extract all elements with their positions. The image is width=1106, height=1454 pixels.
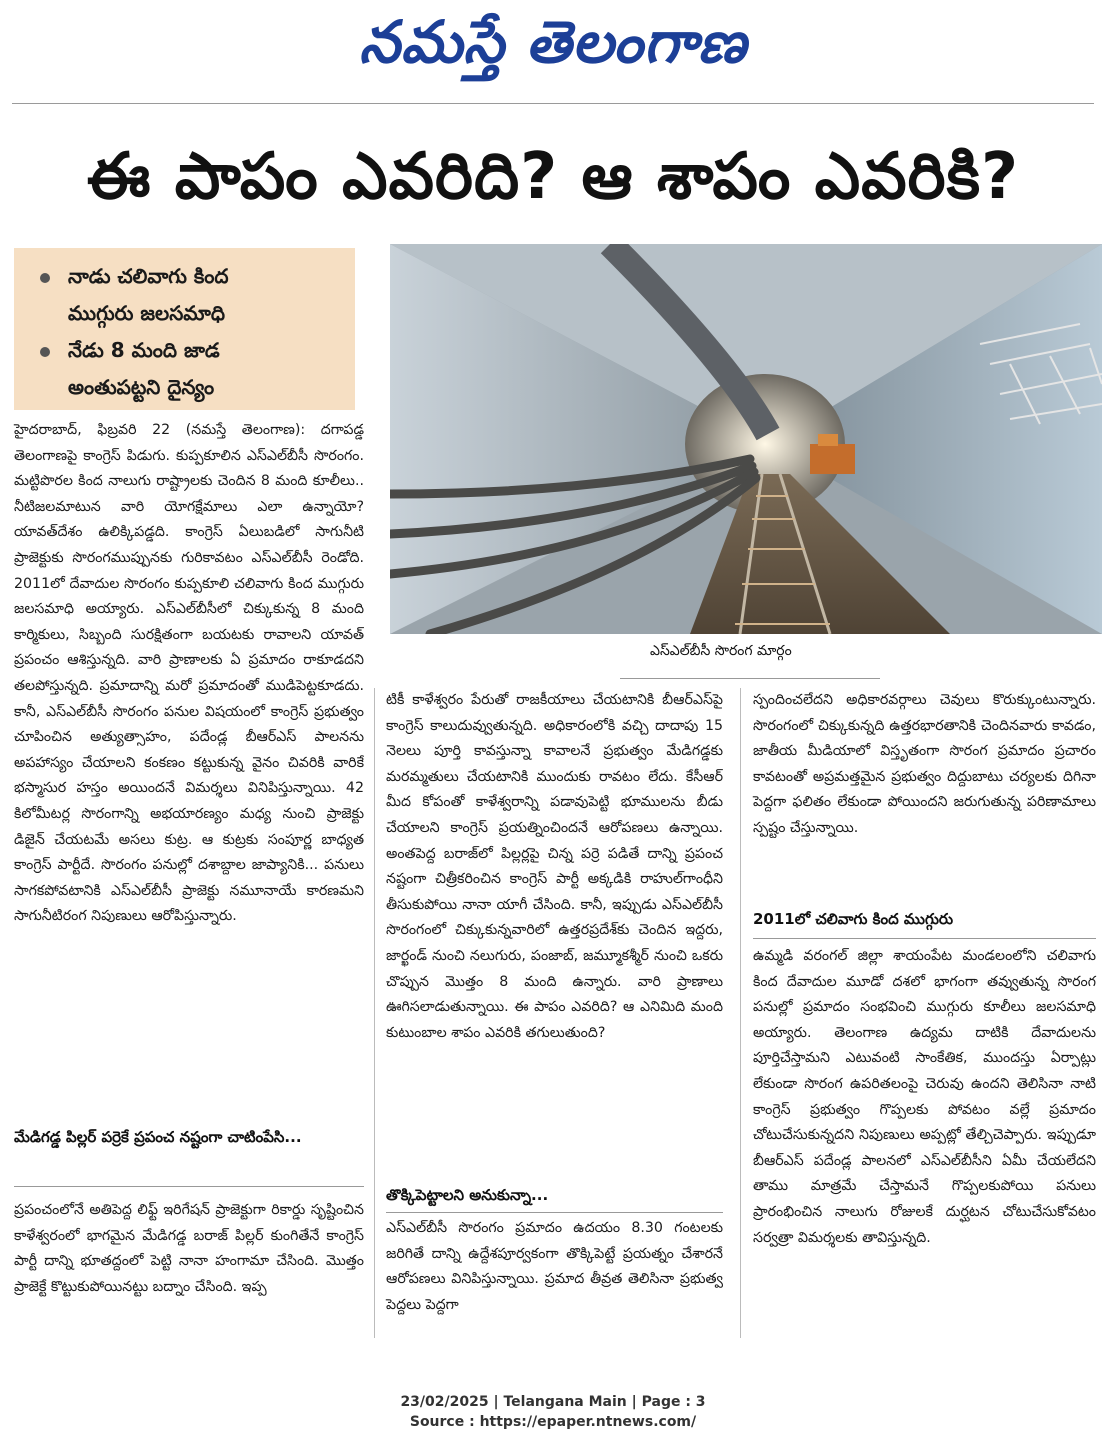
article-column-2-continued: ఎస్‌ఎల్‌బీసీ సొరంగం ప్రమాదం ఉదయం 8.30 గంటలకు జరిగితే దాన్ని ఉద్దేశపూర్వకంగా తొక్కిపెట్టే ప్రయత్నం చేశారనే ఆరోపణలు వినిపిస్తున్నాయి. ప్రమాద తీవ్రత తెలిసినా ప్రభుత్వ పెద్దలు పెద్దగా xyxy=(386,1220,723,1313)
article-column-1-continued: ప్రపంచంలోనే అతిపెద్ద లిఫ్ట్ ఇరిగేషన్ ప్రాజెక్టుగా రికార్డు సృష్టించిన కాళేశ్వరంలో భాగమైన మేడిగడ్డ బరాజ్ పిల్లర్ కుంగితేనే కాంగ్రెస్ పార్టీ దాన్ని భూతద్దంలో పెట్టి నానా హంగామా చేసింది. మొత్తం ప్రాజెక్టే కొట్టుకుపోయినట్టు బద్నాం చేసింది. ఇప్ప xyxy=(14,1202,364,1295)
column-3-subheading: 2011లో చలివాగు కింద ముగ్గురు xyxy=(753,910,954,928)
caption-underline xyxy=(620,678,880,679)
highlight-item: నాడు చలివాగు కింద xyxy=(40,258,229,295)
headline: ఈ పాపం ఎవరిది? ఆ శాపం ఎవరికి? xyxy=(86,140,1020,214)
bullet-icon xyxy=(40,273,50,283)
footer-date-page: 23/02/2025 | Telangana Main | Page : 3 xyxy=(400,1394,706,1410)
article-column-3: స్పందించలేదని అధికారవర్గాలు చెవులు కొరుక్కుంటున్నారు. సొరంగంలో చిక్కుకున్నది ఉత్తరభారతానికి చెందినవారు కావడం, జాతీయ మీడియాలో విస్తృతంగా సొరంగ ప్రమాదం ప్రచారం కావటంతో అప్రమత్తమైన ప్రభుత్వం దిద్దుబాటు చర్యలకు దిగినా పెద్దగా ఫలితం లేకుండా పోయిందని జరుగుతున్న పరిణామాలు స్పష్టం చేస్తున్నాయి. xyxy=(753,692,1096,836)
tunnel-photo xyxy=(390,244,1102,634)
masthead-logo: నమస్తే తెలంగాణ xyxy=(359,8,747,76)
subheading-divider xyxy=(386,1212,723,1213)
photo-caption: ఎస్‌ఎల్‌బీసీ సొరంగ మార్గం xyxy=(650,643,792,659)
highlight-item: నేడు 8 మంది జాడ xyxy=(40,332,220,369)
footer-source-link[interactable]: Source : https://epaper.ntnews.com/ xyxy=(409,1414,697,1430)
column-2-subheading: తొక్కిపెట్టాలని అనుకున్నా... xyxy=(386,1186,549,1204)
highlights-box xyxy=(14,248,355,410)
article-column-1: హైదరాబాద్, ఫిబ్రవరి 22 (నమస్తే తెలంగాణ): దగాపడ్డ తెలంగాణపై కాంగ్రెస్ పిడుగు. కుప్పకూలిన ఎస్‌ఎల్‌బీసీ సొరంగం. మట్టిపొరల కింద నాలుగు రాష్ట్రాలకు చెందిన 8 మంది కూలీలు.. నీటిజలమాటున వారి యోగక్షేమాలు ఎలా ఉన్నాయో? యావత్‌దేశం ఉలిక్కిపడ్డది. కాంగ్రెస్ ఏలుబడిలో సాగునీటి ప్రాజెక్టుకు సొరంగముప్పునకు గురికావటం ఎస్‌ఎల్‌బీసీ రెండోది. 2011లో దేవాదుల సొరంగం కుప్పకూలి చలివాగు కింద ముగ్గురు జలసమాధి అయ్యారు. ఎస్‌ఎల్‌బీసీలో చిక్కుకున్న 8 మంది కార్మికులు, సిబ్బంది సురక్షితంగా బయటకు రావాలని యావత్ ప్రపంచం ఆశిస్తున్నది. వారి ప్రాణాలకు ఏ ప్రమాదం రాకూడదని తలపోస్తున్నది. ప్రమాదాన్ని మరో ప్రమాదంతో ముడిపెట్టకూడదు. కానీ, ఎస్‌ఎల్‌బీసీ సొరంగం పనుల విషయంలో కాంగ్రెస్ ప్రభుత్వం చూపించిన అత్యుత్సాహం, పదేండ్ల బీఆర్‌ఎస్ పాలనను అపహాస్యం చేయాలని కంకణం కట్టుకున్న వైనం చివరికి వారికే భస్మాసుర హస్తం అయిందనే విమర్శలు వినిపిస్తున్నాయి. 42 కిలోమీటర్ల సొరంగాన్ని అభయారణ్యం మధ్య నుంచి ప్రాజెక్టు డిజైన్ చేయటమే అసలు కుట్ర. ఆ కుట్రకు సంపూర్ణ బాధ్యత కాంగ్రెస్ పార్టీదే. సొరంగం పనుల్లో దశాబ్దాల జాప్యానికి... పనులు సాగకపోవటానికి ఎస్‌ఎల్‌బీసీ ప్రాజెక్టు నమూనాయే కారణమని సాగునీటిరంగ నిపుణులు ఆరోపిస్తున్నారు. xyxy=(14,422,364,925)
bullet-icon xyxy=(40,347,50,357)
article-column-2: టికీ కాళేశ్వరం పేరుతో రాజకీయాలు చేయటానికి బీఆర్‌ఎస్‌పై కాంగ్రెస్ కాలుదువ్వుతున్నది. అధికారంలోకి వచ్చి దాదాపు 15 నెలలు పూర్తి కావస్తున్నా కావాలనే ప్రభుత్వం మేడిగడ్డకు మరమ్మతులు చేయటానికి ముందుకు రావటం లేదు. కేసీఆర్ మీద కోపంతో కాళేశ్వరాన్ని పడావుపెట్టి భూములను బీడు చేయాలని కాంగ్రెస్ ప్రయత్నించిందనే ఆరోపణలు ఉన్నాయి. అంతపెద్ద బరాజ్‌లో పిల్లర్లపై చిన్న పర్రె పడితే దాన్ని ప్రపంచ నష్టంగా చిత్రీకరించిన కాంగ్రెస్ పార్టీ అక్కడికి రాహుల్‌గాంధీని తీసుకుపోయి నానా యాగీ చేసింది. కానీ, ఇప్పుడు ఎస్‌ఎల్‌బీసీ సొరంగంలో చిక్కుకున్నవారిలో ఉత్తరప్రదేశ్‌కు చెందిన ఇద్దరు, జార్ఖండ్ నుంచి నలుగురు, పంజాబ్, జమ్మూకశ్మీర్ నుంచి ఒకరు చొప్పున మొత్తం 8 మంది ఉన్నారు. వారి ప్రాణాలు ఊగిసలాడుతున్నాయి. ఈ పాపం ఎవరిది? ఆ ఎనిమిది మంది కుటుంబాల శాపం ఎవరికి తగులుతుంది? xyxy=(386,692,723,1041)
column-divider xyxy=(374,688,375,1338)
subheading-divider xyxy=(753,938,1096,939)
highlight-item-cont: అంతుపట్టని దైన్యం xyxy=(68,375,215,399)
article-column-3-continued: ఉమ్మడి వరంగల్ జిల్లా శాయంపేట మండలంలోని చలివాగు కింద దేవాదుల మూడో దశలో భాగంగా తవ్వుతున్న సొరంగ పనుల్లో ప్రమాదం సంభవించి ముగ్గురు కూలీలు జలసమాధి అయ్యారు. తెలంగాణ ఉద్యమ దాటికి దేవాదులను పూర్తిచేస్తామని ఎటువంటి సాంకేతిక, ముందస్తు ఏర్పాట్లు లేకుండా సొరంగ ఉపరితలంపై చెరువు ఉందని తెలిసినా నాటి కాంగ్రెస్ ప్రభుత్వం గొప్పలకు పోవటం వల్లే ప్రమాదం చోటుచేసుకున్నదని నిపుణులు అప్పట్లో తేల్చిచెప్పారు. ఇప్పుడూ బీఆర్‌ఎస్ పదేండ్ల పాలనలో ఎస్‌ఎల్‌బీసీని ఏమీ చేయలేదని తాము మాత్రమే చేస్తామనే గొప్పలకుపోయి పనులు ప్రారంభించిన నాలుగు రోజులకే దుర్ఘటన చోటుచేసుకోవటం సర్వత్రా విమర్శలకు తావిస్తున్నది. xyxy=(753,948,1096,1246)
masthead-divider xyxy=(12,103,1094,104)
highlight-item-cont: ముగ్గురు జలసమాధి xyxy=(68,301,225,325)
column-1-subheading: మేడిగడ్డ పిల్లర్ పర్రెకే ప్రపంచ నష్టంగా చాటింపేసి... xyxy=(14,1128,302,1146)
column-divider xyxy=(740,688,741,1338)
subheading-divider xyxy=(14,1186,364,1187)
